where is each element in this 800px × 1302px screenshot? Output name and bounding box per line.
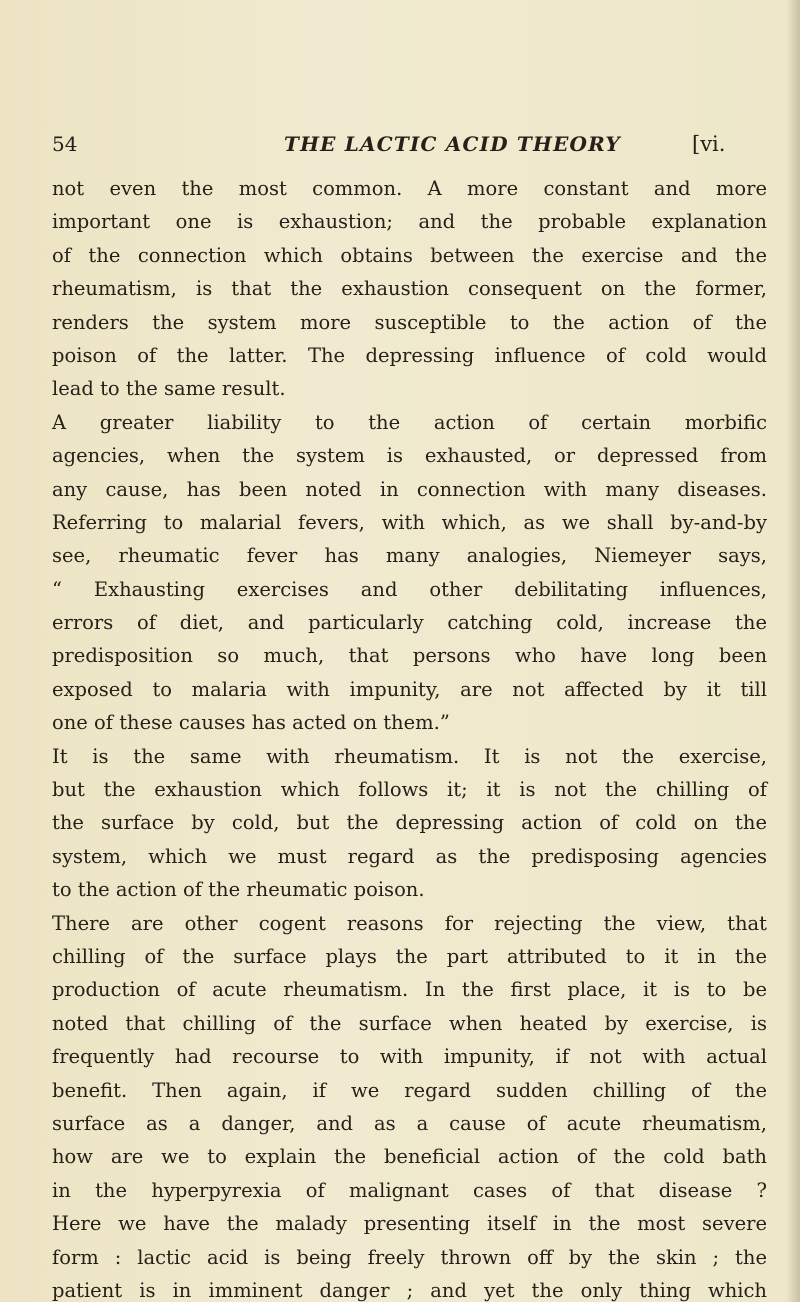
text-line: in the hyperpyrexia of malignant cases of that disease ? xyxy=(52,1178,767,1202)
text-line: patient is in imminent danger ; and yet the only thing which xyxy=(52,1278,767,1302)
text-line: errors of diet, and particularly catching cold, increase the xyxy=(52,611,767,635)
running-title: THE LACTIC ACID THEORY xyxy=(284,132,621,156)
text-line: It is the same with rheumatism. It is not the exercise, xyxy=(52,744,767,768)
text-line: frequently had recourse to with impunity, if not with actual xyxy=(52,1045,767,1069)
page-edge-shadow xyxy=(786,0,800,1302)
page-number: 54 xyxy=(52,132,78,156)
text-line: the surface by cold, but the depressing action of cold on the xyxy=(52,811,767,835)
text-line: predisposition so much, that persons who have long been xyxy=(52,644,767,668)
text-line: Here we have the malady presenting itself in the most severe xyxy=(52,1212,767,1236)
text-line: any cause, has been noted in connection with many diseases. xyxy=(52,477,767,501)
text-line: one of these causes has acted on them.” xyxy=(52,711,450,735)
text-line: to the action of the rheumatic poison. xyxy=(52,878,425,902)
text-line: exposed to malaria with impunity, are not affected by it till xyxy=(52,677,767,701)
text-line: renders the system more susceptible to the action of the xyxy=(52,310,767,334)
text-line: benefit. Then again, if we regard sudden chilling of the xyxy=(52,1078,767,1102)
text-line: production of acute rheumatism. In the first place, it is to be xyxy=(52,978,767,1002)
body-text xyxy=(52,172,767,1302)
text-line: noted that chilling of the surface when heated by exercise, is xyxy=(52,1011,767,1035)
text-line: but the exhaustion which follows it; it is not the chilling of xyxy=(52,778,767,802)
text-line: poison of the latter. The depressing influence of cold would xyxy=(52,343,767,367)
text-line: rheumatism, is that the exhaustion consequent on the former, xyxy=(52,277,767,301)
text-line: how are we to explain the beneficial action of the cold bath xyxy=(52,1145,767,1169)
text-line: surface as a danger, and as a cause of acute rheumatism, xyxy=(52,1111,767,1135)
text-line: “ Exhausting exercises and other debilitating influences, xyxy=(52,577,767,601)
text-line: see, rheumatic fever has many analogies, Niemeyer says, xyxy=(52,544,767,568)
text-line: form : lactic acid is being freely thrown off by the skin ; the xyxy=(52,1245,767,1269)
text-line: A greater liability to the action of certain morbific xyxy=(52,410,767,434)
text-line: Referring to malarial fevers, with which, as we shall by-and-by xyxy=(52,510,767,534)
text-line: not even the most common. A more constant and more xyxy=(52,177,767,200)
text-line: of the connection which obtains between the exercise and the xyxy=(52,243,767,267)
text-line: lead to the same result. xyxy=(52,377,286,401)
chapter-mark: [vi. xyxy=(692,132,726,156)
text-line: chilling of the surface plays the part attributed to it in the xyxy=(52,944,767,968)
text-line: important one is exhaustion; and the probable explanation xyxy=(52,210,767,234)
running-header xyxy=(52,128,767,164)
text-line: agencies, when the system is exhausted, or depressed from xyxy=(52,444,767,468)
text-line: There are other cogent reasons for rejecting the view, that xyxy=(52,911,767,935)
text-line: system, which we must regard as the predisposing agencies xyxy=(52,844,767,868)
